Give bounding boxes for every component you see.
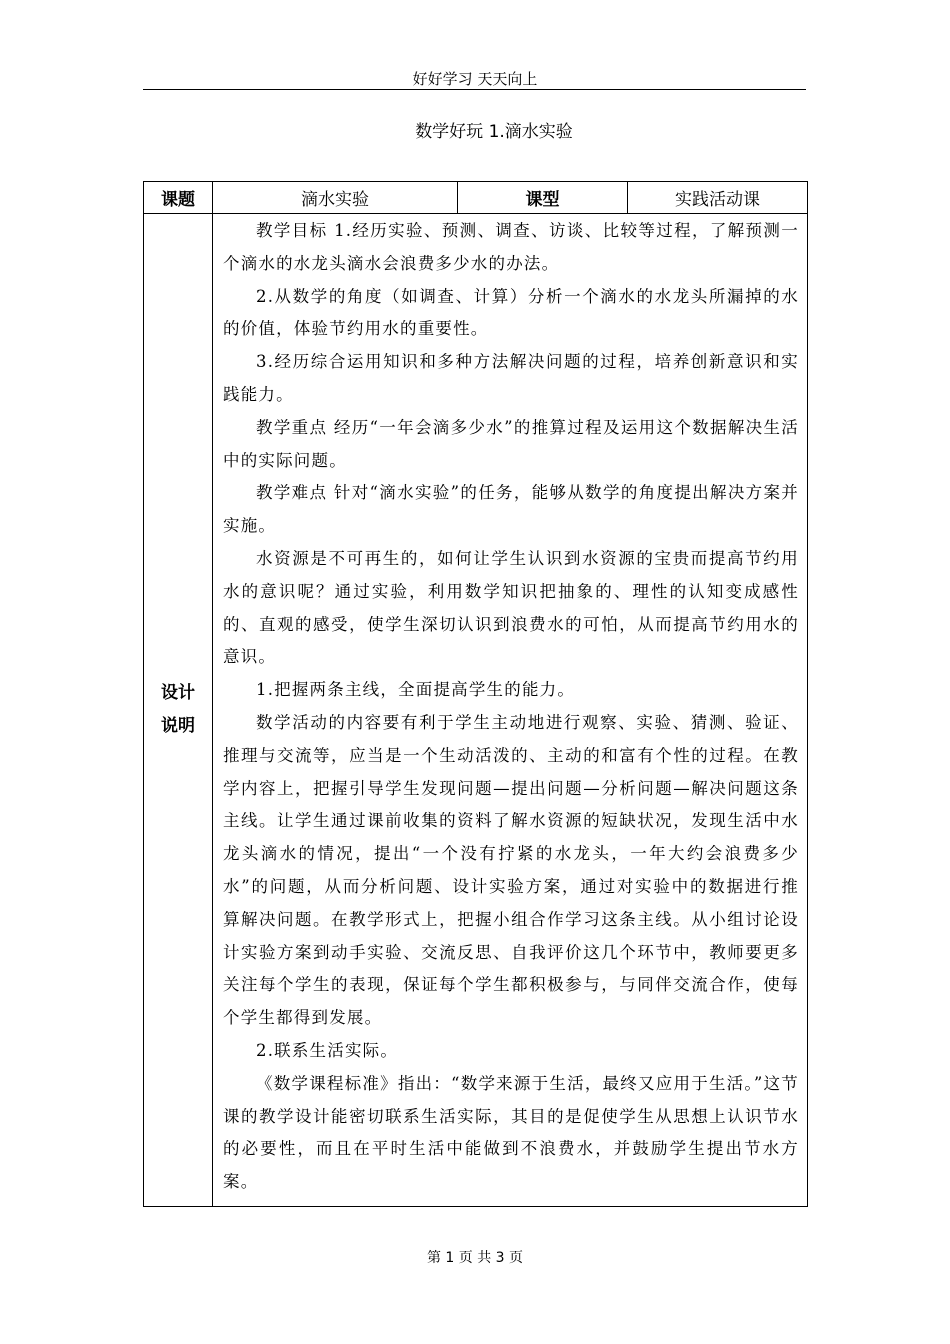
paragraph-objective-1: 教学目标 1.经历实验、预测、调查、访谈、比较等过程，了解预测一个滴水的水龙头滴水会浪费多少水的办法。	[223, 221, 799, 273]
paragraph-difficulty: 教学难点 针对“滴水实验”的任务，能够从数学的角度提出解决方案并实施。	[223, 483, 799, 536]
lesson-type-value: 实践活动课	[628, 182, 808, 214]
header-divider	[143, 89, 806, 90]
topic-value: 滴水实验	[213, 182, 458, 214]
design-notes-cell	[213, 214, 808, 1207]
label-topic: 课题	[144, 182, 213, 214]
paragraph-key-point: 教学重点 经历“一年会滴多少水”的推算过程及运用这个数据解决生活中的实际问题。	[223, 417, 799, 470]
label-design-line2: 说明	[161, 716, 195, 736]
paragraph-objective-3: 3.经历综合运用知识和多种方法解决问题的过程，培养创新意识和实践能力。	[223, 352, 799, 404]
label-design-line1: 设计	[161, 683, 195, 703]
paragraph-point-2-body: 《数学课程标准》指出：“数学来源于生活，最终又应用于生活。”这节课的教学设计能密切联系生活实际，其目的是促使学生从思想上认识节水的必要性，而且在平时生活中能做到不浪费水，并鼓励学生提出节水方案。	[223, 1073, 799, 1192]
design-notes-content	[213, 214, 807, 1199]
paragraph-intro: 水资源是不可再生的，如何让学生认识到水资源的宝贵而提高节约用水的意识呢？通过实验，利用数学知识把抽象的、理性的认知变成感性的、直观的感受，使学生深切认识到浪费水的可怕，从而提高节约用水的意识。	[223, 548, 799, 667]
label-lesson-type: 课型	[458, 182, 628, 214]
page-footer: 第 1 页 共 3 页	[426, 1250, 524, 1266]
table-row-topic	[144, 182, 808, 214]
document-title: 数学好玩 1.滴水实验	[415, 122, 573, 142]
paragraph-point-1-body: 数学活动的内容要有利于学生主动地进行观察、实验、猜测、验证、推理与交流等，应当是一个生动活泼的、主动的和富有个性的过程。在教学内容上，把握引导学生发现问题—提出问题—分析问题—解决问题这条主线。让学生通过课前收集的资料了解水资源的短缺状况，发现生活中水龙头滴水的情况，提出“一个没有拧紧的水龙头，一年大约会浪费多少水”的问题，从而分析问题、设计实验方案，通过对实验中的数据进行推算解决问题。在教学形式上，把握小组合作学习这条主线。从小组讨论设计实验方案到动手实验、交流反思、自我评价这几个环节中，教师要更多关注每个学生的表现，保证每个学生都积极参与，与同伴交流合作，使每个学生都得到发展。	[223, 712, 799, 1028]
label-design-notes	[144, 214, 213, 1207]
lesson-table	[143, 181, 808, 1207]
paragraph-point-2-heading: 2.联系生活实际。	[256, 1040, 399, 1060]
table-row-design	[144, 214, 808, 1207]
paragraph-objective-2: 2.从数学的角度（如调查、计算）分析一个滴水的水龙头所漏掉的水的价值，体验节约用水的重要性。	[223, 286, 799, 339]
page-header: 好好学习 天天向上	[412, 70, 538, 88]
paragraph-point-1-heading: 1.把握两条主线，全面提高学生的能力。	[256, 680, 576, 700]
